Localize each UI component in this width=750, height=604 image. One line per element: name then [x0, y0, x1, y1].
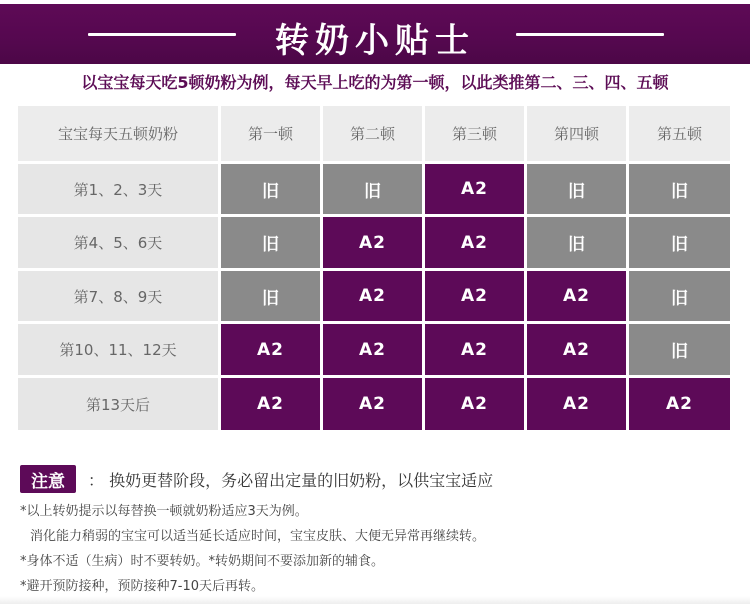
a2-formula-cell: A2 — [527, 271, 626, 321]
intro-text: 以宝宝每天吃5顿奶粉为例，每天早上吃的为第一顿，以此类推第二、三、四、五顿 — [81, 73, 669, 92]
a2-formula-cell: A2 — [323, 271, 422, 321]
column-header: 第二顿 — [323, 106, 422, 161]
a2-formula-cell: A2 — [629, 378, 730, 430]
column-header: 第一顿 — [221, 106, 320, 161]
banner-title: 转奶小贴士 — [275, 21, 475, 61]
old-formula-cell: 旧 — [221, 164, 320, 214]
old-formula-cell: 旧 — [527, 164, 626, 214]
bottom-shadow — [0, 596, 750, 604]
a2-formula-cell: A2 — [221, 324, 320, 375]
table-corner-header: 宝宝每天五顿奶粉 — [18, 106, 218, 161]
tip-line: *避开预防接种，预防接种7-10天后再转。 — [20, 579, 265, 594]
old-formula-cell: 旧 — [527, 217, 626, 268]
row-label: 第1、2、3天 — [18, 164, 218, 214]
a2-formula-cell: A2 — [527, 324, 626, 375]
a2-formula-cell: A2 — [425, 164, 524, 214]
old-formula-cell: 旧 — [221, 271, 320, 321]
column-header: 第三顿 — [425, 106, 524, 161]
decorative-line-right — [516, 33, 664, 36]
row-label: 第10、11、12天 — [18, 324, 218, 375]
old-formula-cell: 旧 — [629, 164, 730, 214]
feeding-schedule-table — [18, 106, 730, 430]
notice-badge: 注意 — [20, 465, 76, 493]
a2-formula-cell: A2 — [221, 378, 320, 430]
row-label: 第13天后 — [18, 378, 218, 430]
old-formula-cell: 旧 — [629, 217, 730, 268]
old-formula-cell: 旧 — [323, 164, 422, 214]
a2-formula-cell: A2 — [425, 271, 524, 321]
a2-formula-cell: A2 — [425, 217, 524, 268]
row-label: 第4、5、6天 — [18, 217, 218, 268]
a2-formula-cell: A2 — [323, 324, 422, 375]
column-header: 第四顿 — [527, 106, 626, 161]
old-formula-cell: 旧 — [629, 324, 730, 375]
tip-line: 消化能力稍弱的宝宝可以适当延长适应时间，宝宝皮肤、大便无异常再继续转。 — [30, 529, 486, 544]
column-header: 第五顿 — [629, 106, 730, 161]
old-formula-cell: 旧 — [629, 271, 730, 321]
a2-formula-cell: A2 — [323, 217, 422, 268]
notice-headline: ： 换奶更替阶段，务必留出定量的旧奶粉，以供宝宝适应 — [88, 471, 494, 490]
a2-formula-cell: A2 — [323, 378, 422, 430]
a2-formula-cell: A2 — [425, 324, 524, 375]
old-formula-cell: 旧 — [221, 217, 320, 268]
tip-line: *身体不适（生病）时不要转奶。*转奶期间不要添加新的辅食。 — [20, 554, 385, 569]
a2-formula-cell: A2 — [527, 378, 626, 430]
tip-line: *以上转奶提示以每替换一顿就奶粉适应3天为例。 — [20, 504, 308, 519]
a2-formula-cell: A2 — [425, 378, 524, 430]
title-banner — [0, 4, 750, 64]
row-label: 第7、8、9天 — [18, 271, 218, 321]
